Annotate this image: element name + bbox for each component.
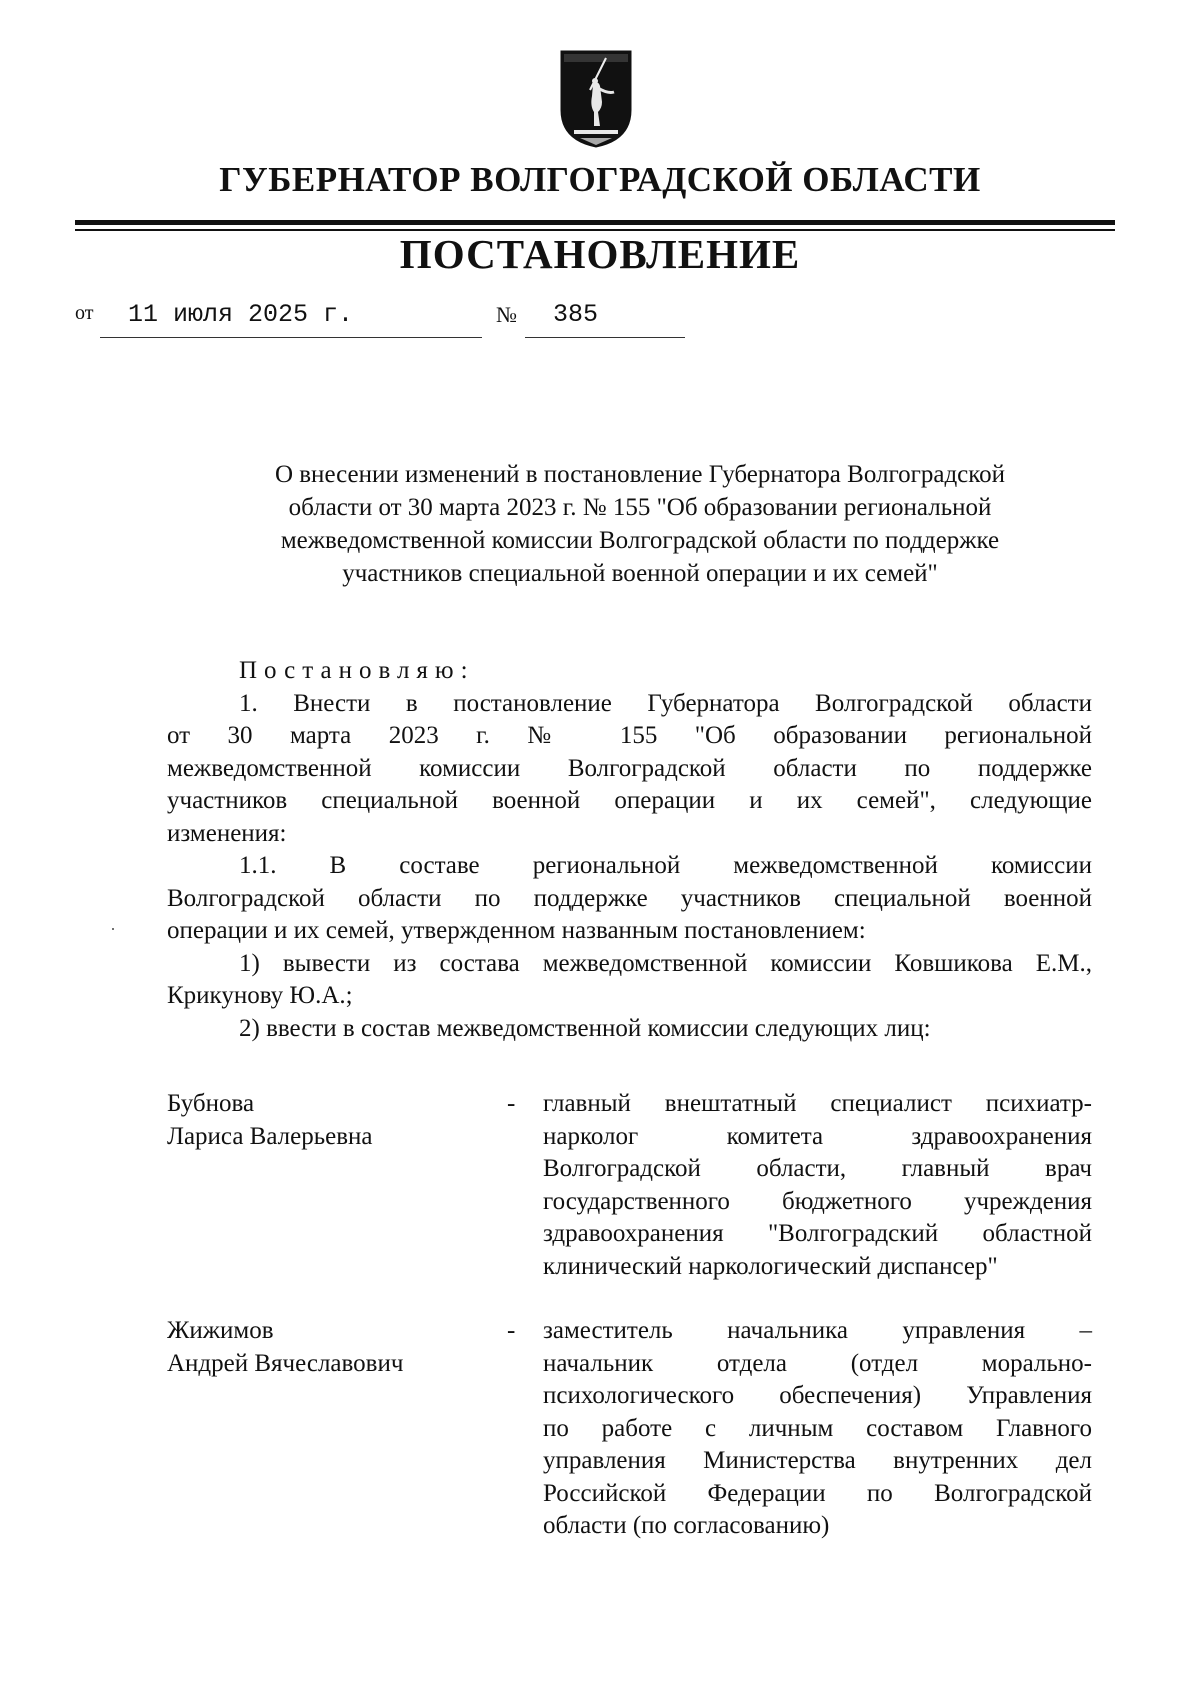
item-1-line: 1) вывести из состава межведомственной комиссии Ковшикова Е.М., bbox=[239, 949, 1092, 977]
number-label: № bbox=[496, 302, 517, 327]
member-dash: - bbox=[507, 1090, 516, 1117]
document-number: 385 bbox=[553, 300, 599, 329]
heading-line: О внесении изменений в постановление Губернатора Волгоградской bbox=[274, 461, 1006, 488]
document-date: 11 июля 2025 г. bbox=[128, 300, 354, 329]
document-type-title: ПОСТАНОВЛЕНИЕ bbox=[399, 231, 801, 277]
heading-line: участников специальной военной операции и их семей" bbox=[342, 560, 938, 587]
document-heading bbox=[160, 458, 1120, 590]
member-role-line: Волгоградской области, главный врач bbox=[543, 1155, 1092, 1182]
member-role bbox=[543, 1315, 1092, 1543]
paragraph-1-line: участников специальной военной операции и их семей", следующие bbox=[167, 787, 1092, 814]
heading-line: области от 30 марта 2023 г. № 155 "Об образовании региональной bbox=[288, 494, 992, 521]
heading-line: межведомственной комиссии Волгоградской области по поддержке bbox=[280, 527, 1000, 554]
member-role-line: государственного бюджетного учреждения bbox=[543, 1187, 1092, 1215]
number-underline bbox=[525, 337, 685, 338]
member-name bbox=[167, 1315, 467, 1380]
member-given-names: Андрей Вячеславович bbox=[167, 1349, 404, 1377]
member-role-line: по работе с личным составом Главного bbox=[543, 1414, 1092, 1442]
decree-word: Постановляю: bbox=[239, 657, 475, 684]
member-role-line: управления Министерства внутренних дел bbox=[543, 1447, 1092, 1474]
document-body bbox=[167, 655, 1092, 1045]
item-1-line: Крикунову Ю.А.; bbox=[167, 982, 353, 1009]
paragraph-1-line: изменения: bbox=[167, 819, 287, 847]
member-given-names: Лариса Валерьевна bbox=[167, 1122, 373, 1150]
member-role-line: заместитель начальника управления – bbox=[543, 1317, 1092, 1344]
scan-speck bbox=[112, 928, 114, 930]
member-role-line: главный внештатный специалист психиатр- bbox=[543, 1090, 1092, 1117]
member-surname: Жижимов bbox=[167, 1317, 274, 1344]
paragraph-1-1-line: Волгоградской области по поддержке участников специальной военной bbox=[167, 884, 1092, 912]
member-role-line: психологического обеспечения) Управления bbox=[543, 1382, 1092, 1409]
paragraph-1-1-line: операции и их семей, утвержденном названным постановлением: bbox=[167, 917, 866, 944]
header-rule-thick bbox=[75, 220, 1115, 225]
member-role-line: нарколог комитета здравоохранения bbox=[543, 1122, 1092, 1150]
member-role-line: клинический наркологический диспансер" bbox=[543, 1252, 998, 1280]
paragraph-1-line: 1. Внести в постановление Губернатора Волгоградской области bbox=[239, 689, 1092, 717]
member-dash: - bbox=[507, 1317, 516, 1344]
item-2-line: 2) ввести в состав межведомственной комиссии следующих лиц: bbox=[239, 1014, 931, 1042]
paragraph-1-line: межведомственной комиссии Волгоградской области по поддержке bbox=[167, 754, 1092, 782]
paragraph-1-1-line: 1.1. В составе региональной межведомственной комиссии bbox=[239, 852, 1092, 879]
member-name bbox=[167, 1088, 467, 1153]
issuing-authority: ГУБЕРНАТОР ВОЛГОГРАДСКОЙ ОБЛАСТИ bbox=[219, 160, 981, 199]
member-role bbox=[543, 1088, 1092, 1283]
member-role-line: области (по согласованию) bbox=[543, 1512, 830, 1539]
member-role-line: Российской Федерации по Волгоградской bbox=[543, 1479, 1092, 1507]
member-role-line: начальник отдела (отдел морально- bbox=[543, 1349, 1092, 1377]
date-prefix: от bbox=[75, 302, 94, 324]
member-surname: Бубнова bbox=[167, 1090, 255, 1117]
member-role-line: здравоохранения "Волгоградский областной bbox=[543, 1220, 1092, 1247]
volgograd-coat-of-arms-icon bbox=[560, 50, 632, 148]
paragraph-1-line: от 30 марта 2023 г. № 155 "Об образовании региональной bbox=[167, 722, 1092, 749]
date-underline bbox=[100, 337, 482, 338]
